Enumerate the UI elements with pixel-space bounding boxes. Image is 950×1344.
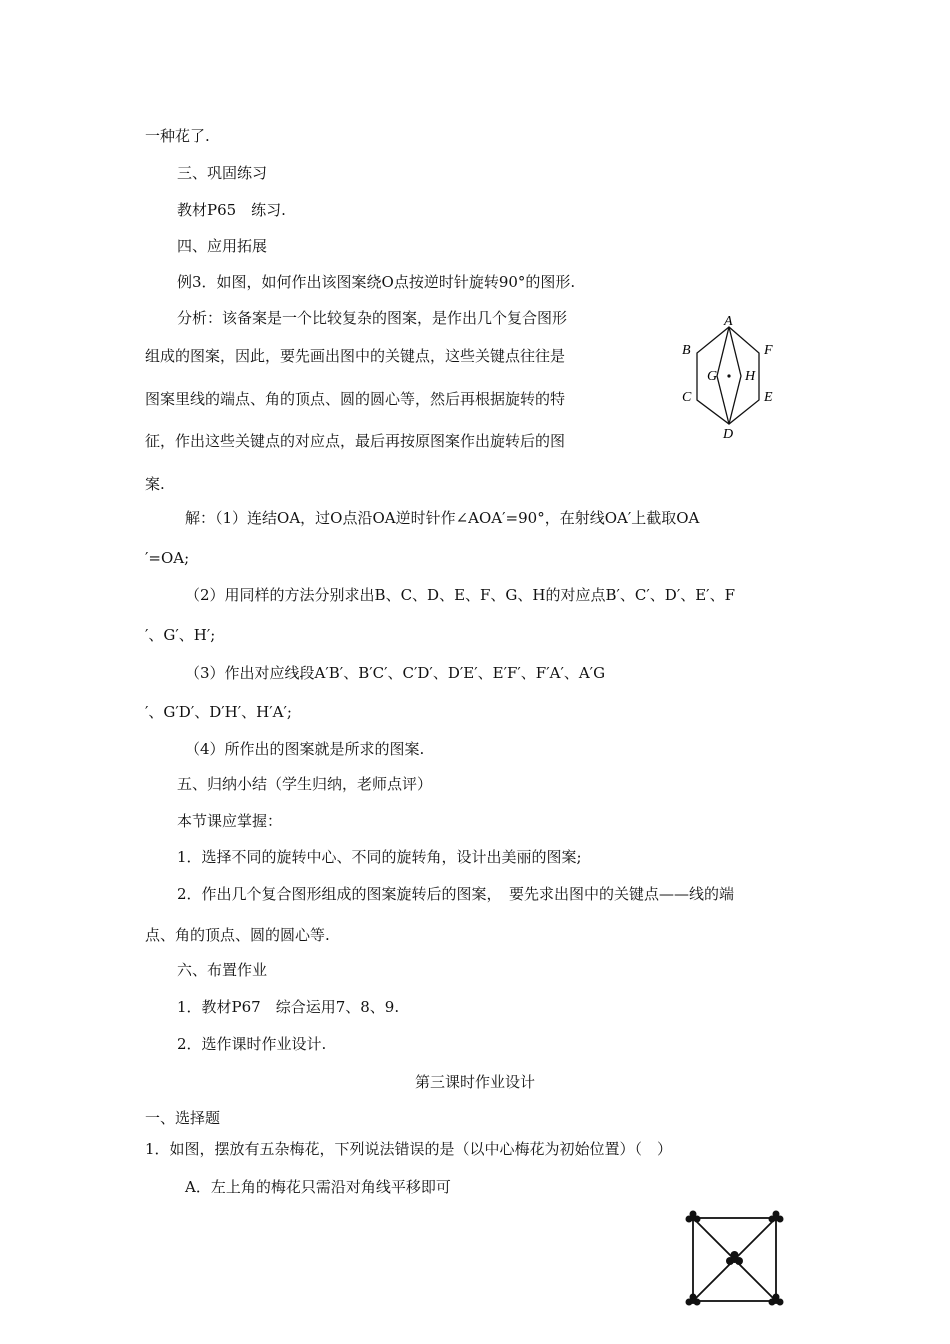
text-line: 图案里线的端点、角的顶点、圆的圆心等，然后再根据旋转的特 bbox=[145, 390, 566, 408]
option-a: A．左上角的梅花只需沿对角线平移即可 bbox=[185, 1178, 451, 1196]
text-line: 2．选作课时作业设计. bbox=[177, 1035, 327, 1053]
text-line: 例3．如图，如何作出该图案绕O点按逆时针旋转90°的图形. bbox=[177, 273, 576, 291]
text-line: 组成的图案，因此，要先画出图中的关键点，这些关键点往往是 bbox=[145, 347, 566, 365]
text-line: 案. bbox=[145, 475, 165, 493]
text-line: 1．教材P67 综合运用7、8、9. bbox=[177, 998, 400, 1016]
section-heading: 六、布置作业 bbox=[177, 961, 268, 979]
plum-flower-top-left bbox=[686, 1211, 701, 1223]
label-f: F bbox=[764, 343, 773, 358]
text-line: 一种花了. bbox=[145, 127, 210, 145]
label-b: B bbox=[682, 343, 691, 358]
label-a: A bbox=[724, 314, 733, 329]
question-text: 1．如图，摆放有五杂梅花，下列说法错误的是（以中心梅花为初始位置）（ ） bbox=[145, 1140, 673, 1158]
text-line: 教材P65 练习. bbox=[177, 201, 286, 219]
center-point-o bbox=[727, 374, 730, 377]
section-heading: 五、归纳小结（学生归纳，老师点评） bbox=[177, 775, 433, 793]
plum-blossom-figure bbox=[680, 1205, 790, 1315]
text-line: 分析：该备案是一个比较复杂的图案，是作出几个复合图形 bbox=[177, 309, 568, 327]
text-line: 解：（1）连结OA，过O点沿OA逆时针作∠AOA′=90°，在射线OA′上截取OA bbox=[185, 509, 700, 527]
text-line: 1．选择不同的旋转中心、不同的旋转角，设计出美丽的图案; bbox=[177, 848, 582, 866]
section-heading: 一、选择题 bbox=[145, 1109, 221, 1127]
text-line: 征，作出这些关键点的对应点，最后再按原图案作出旋转后的图 bbox=[145, 432, 566, 450]
text-line: （4）所作出的图案就是所求的图案. bbox=[185, 740, 425, 758]
label-c: C bbox=[682, 390, 692, 405]
text-line: 2．作出几个复合图形组成的图案旋转后的图案， 要先求出图中的关键点——线的端 bbox=[177, 885, 735, 903]
section-heading: 三、巩固练习 bbox=[177, 164, 268, 182]
label-d: D bbox=[723, 427, 734, 442]
plum-flower-top-right bbox=[769, 1211, 784, 1223]
text-line: ′=OA; bbox=[145, 549, 190, 567]
text-line: 本节课应掌握： bbox=[177, 812, 283, 830]
section-heading: 四、应用拓展 bbox=[177, 237, 268, 255]
text-line: ′、G′、H′; bbox=[145, 626, 216, 644]
hexagon-figure bbox=[670, 312, 790, 442]
label-g: G bbox=[707, 369, 718, 384]
text-line: （2）用同样的方法分别求出B、C、D、E、F、G、H的对应点B′、C′、D′、E′、F bbox=[185, 586, 736, 604]
text-line: ′、G′D′、D′H′、H′A′; bbox=[145, 703, 292, 721]
label-e: E bbox=[764, 390, 773, 405]
label-h: H bbox=[745, 369, 756, 384]
text-line: （3）作出对应线段A′B′、B′C′、C′D′、D′E′、E′F′、F′A′、A′G bbox=[185, 664, 606, 682]
text-line: 点、角的顶点、圆的圆心等. bbox=[145, 926, 330, 944]
page-title: 第三课时作业设计 bbox=[414, 1073, 535, 1091]
